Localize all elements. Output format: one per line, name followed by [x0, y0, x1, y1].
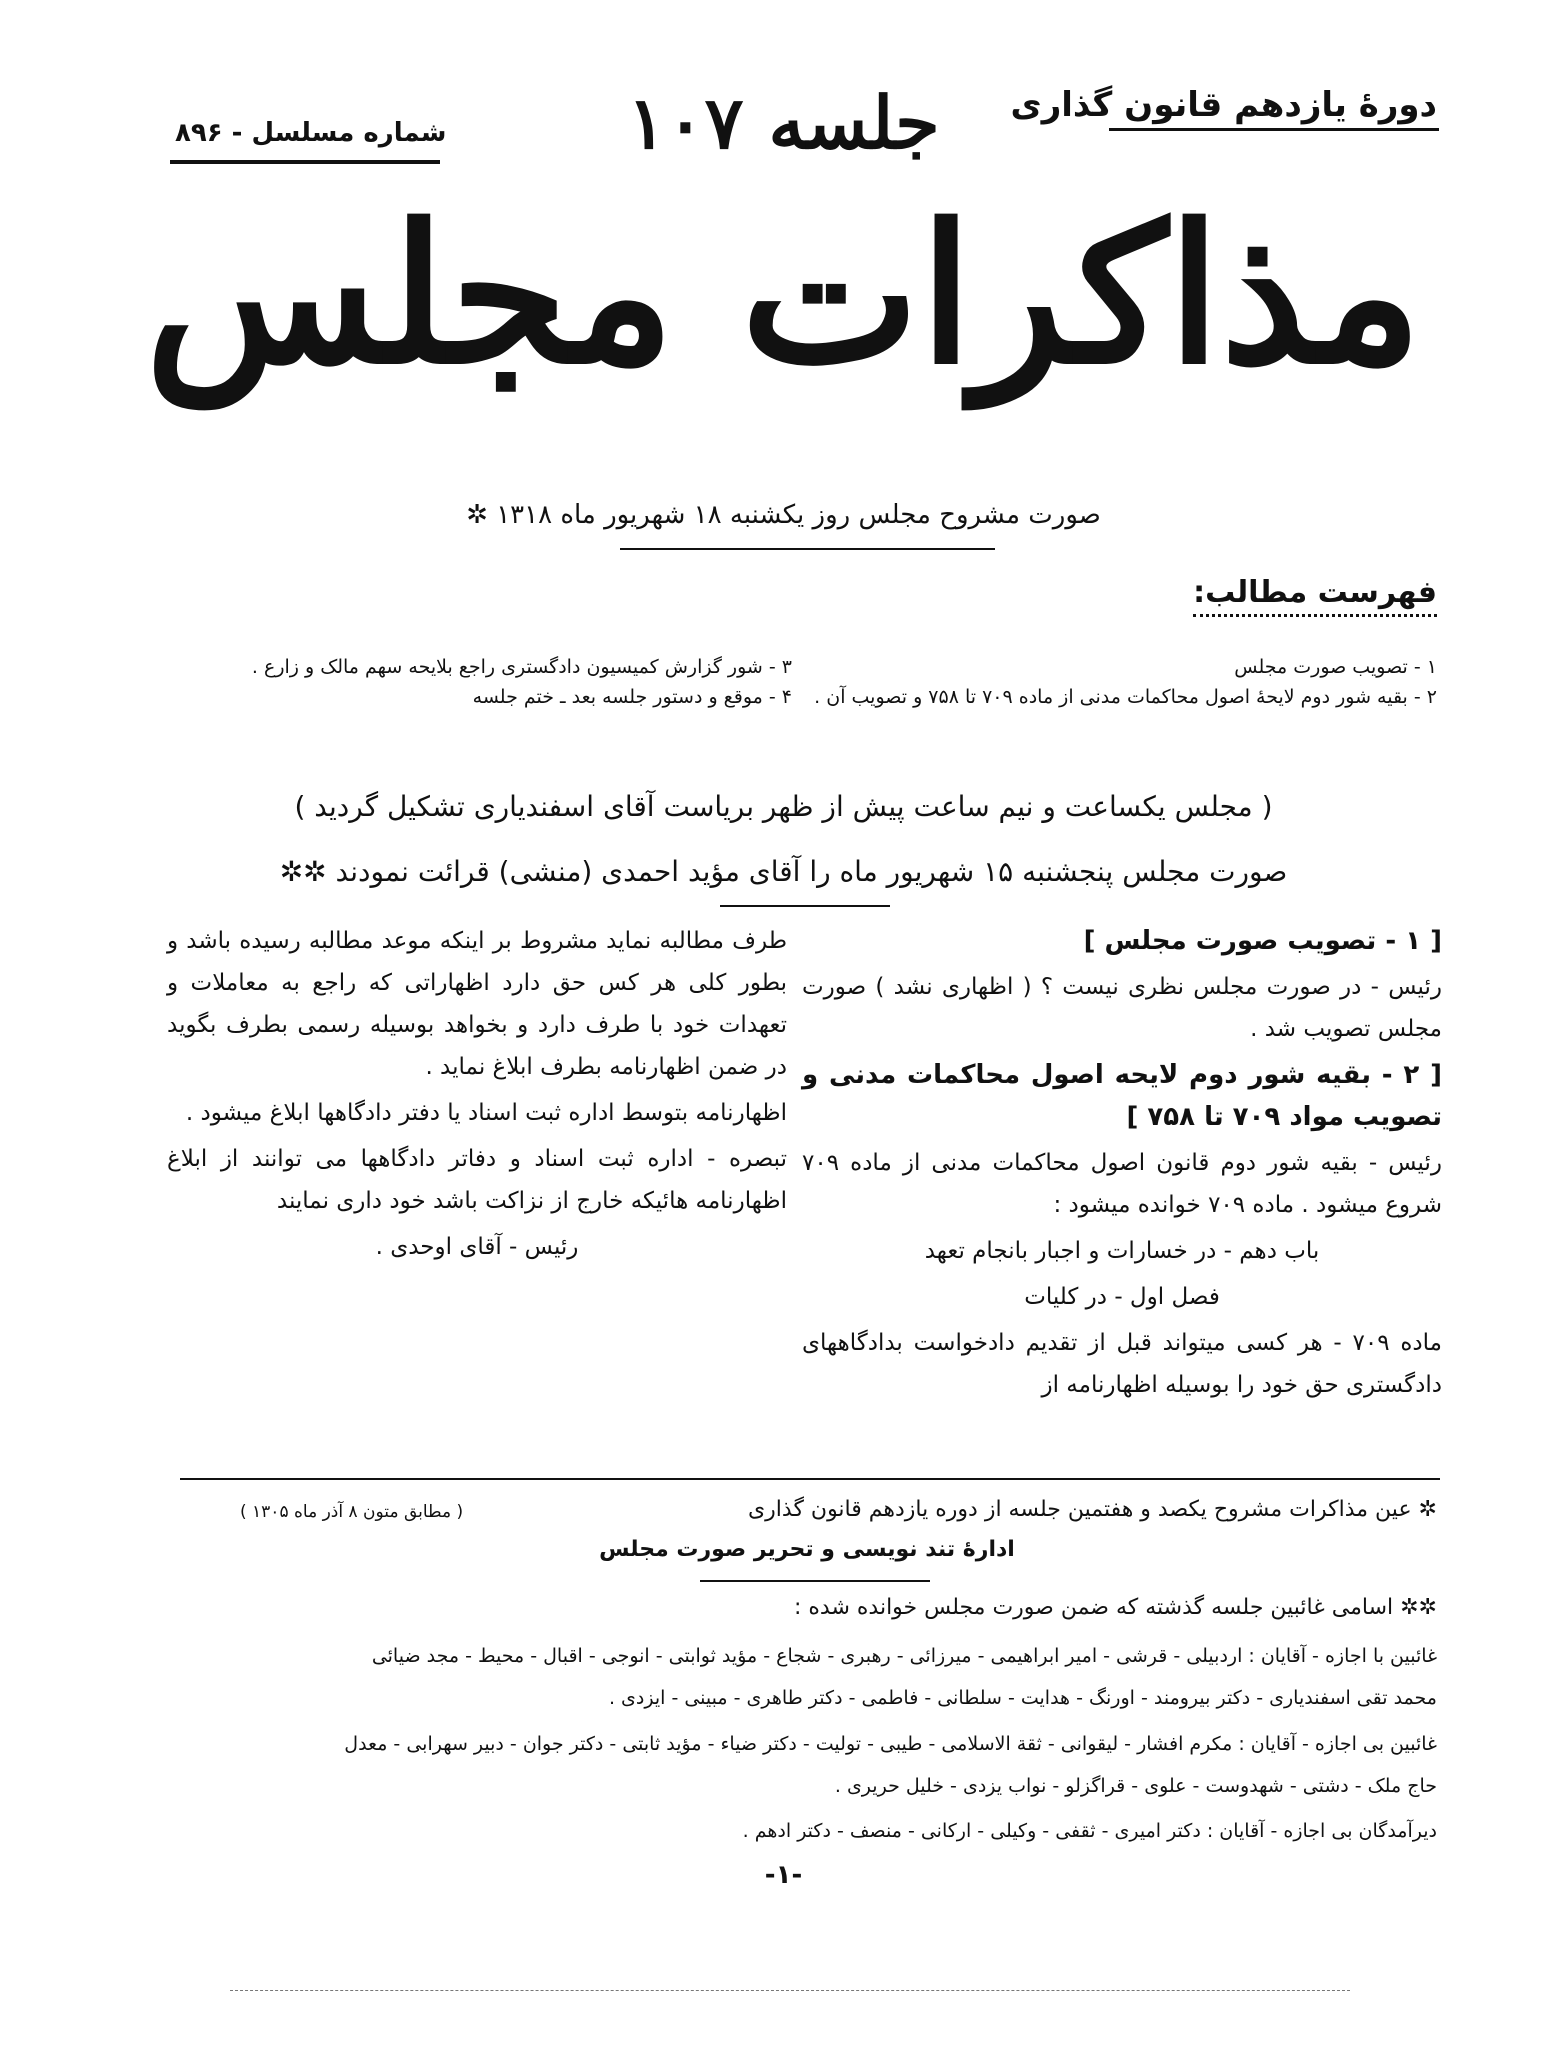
- section-heading: [ ۱ - تصویب صورت مجلس ]: [1083, 926, 1442, 956]
- toc-title: فهرست مطالب:: [1193, 575, 1437, 617]
- chapter-title: باب دهم - در خسارات و اجبار بانجام تعهد: [924, 1238, 1320, 1264]
- footnote-rule: [700, 1580, 930, 1582]
- paragraph: اظهارنامه بتوسط اداره ثبت اسناد یا دفتر دادگاهها ابلاغ میشود .: [185, 1100, 787, 1126]
- session-opening-notice: ( مجلس یکساعت و نیم ساعت پیش از ظهر بریاست آقای اسفندیاری تشکیل گردید ): [294, 790, 1273, 823]
- section-heading: [ ۲ - بقیه شور دوم لایحه اصول محاکمات مدنی و تصویب مواد ۷۰۹ تا ۷۵۸ ]: [802, 1060, 1443, 1132]
- subtitle-underline: [620, 548, 995, 550]
- right-text-column: [802, 920, 1442, 1410]
- paragraph: رئیس - در صورت مجلس نظری نیست ؟ ( اظهاری نشد ) صورت مجلس تصویب شد .: [802, 974, 1442, 1042]
- toc-item: ۴ - موقع و دستور جلسه بعد ـ ختم جلسه: [472, 686, 792, 708]
- footnote-office: ادارهٔ تند نویسی و تحریر صورت مجلس: [599, 1537, 1015, 1562]
- absentees-line: غائبین بی اجازه - آقایان : مکرم افشار - لیقوانی - ثقة الاسلامی - طیبی - تولیت - دکتر ضیاء - مؤید ثابتی - دکتر جوان - دبیر سهرابی - معدل: [344, 1733, 1437, 1755]
- footnote-divider: [180, 1478, 1440, 1480]
- toc-item: ۳ - شور گزارش کمیسیون دادگستری راجع بلایحه سهم مالک و زارع .: [251, 656, 792, 678]
- toc-item: ۱ - تصویب صورت مجلس: [1234, 656, 1437, 678]
- toc-left-column: [212, 652, 792, 712]
- page-number: -۱-: [764, 1860, 803, 1890]
- paragraph: تبصره - اداره ثبت اسناد و دفاتر دادگاهها می توانند از ابلاغ اظهارنامه هائیکه خارج از نزاکت باشد خود داری نمایند: [167, 1146, 787, 1214]
- bottom-edge-line: [230, 1990, 1350, 1992]
- absentees-line: دیرآمدگان بی اجازه - آقایان : دکتر امیری - ثقفی - وکیلی - ارکانی - منصف - دکتر ادهم .: [742, 1820, 1437, 1842]
- absentees-title: ✲✲ اسامی غائبین جلسه گذشته که ضمن صورت مجلس خوانده شده :: [793, 1595, 1437, 1620]
- session-number: جلسه ۱۰۷: [627, 80, 940, 165]
- absentees-line: حاج ملک - دشتی - شهدوست - علوی - قراگزلو - نواب یزدی - خلیل حریری .: [834, 1775, 1437, 1797]
- paragraph: طرف مطالبه نماید مشروط بر اینکه موعد مطالبه رسیده باشد و بطور کلی هر کس حق دارد اظهاراتی که راجع به معاملات و تعهدات خود با طرف دارد و بخواهد بوسیله رسمی بطرف بگوید در ضمن اظهارنامه بطرف ابلاغ نماید .: [167, 928, 787, 1080]
- absentees-line: محمد تقی اسفندیاری - دکتر بیرومند - اورنگ - هدایت - سلطانی - فاطمی - دکتر طاهری - مبینی - ایزدی .: [608, 1687, 1437, 1709]
- paragraph: رئیس - بقیه شور دوم قانون اصول محاکمات مدنی از ماده ۷۰۹ شروع میشود . ماده ۷۰۹ خوانده میشود :: [802, 1150, 1442, 1218]
- toc-right-column: [767, 652, 1437, 712]
- paragraph: ماده ۷۰۹ - هر کسی میتواند قبل از تقدیم دادخواست بدادگاههای دادگستری حق خود را بوسیله اظهارنامه از: [802, 1330, 1442, 1398]
- footnote-date: ( مطابق متون ۸ آذر ماه ۱۳۰۵ ): [240, 1502, 464, 1522]
- left-text-column: [167, 920, 787, 1272]
- speaker-line: رئیس - آقای اوحدی .: [375, 1234, 579, 1260]
- masthead-title: مذاکرات مجلس: [145, 183, 1422, 406]
- toc-item: ۲ - بقیه شور دوم لایحهٔ اصول محاکمات مدنی از ماده ۷۰۹ تا ۷۵۸ و تصویب آن .: [814, 686, 1437, 708]
- session-subtitle: صورت مشروح مجلس روز یکشنبه ۱۸ شهریور ماه ۱۳۱۸ ✲: [466, 500, 1101, 530]
- legislative-period: دورهٔ یازدهم قانون گذاری: [1010, 85, 1437, 125]
- absentees-line: غائبین با اجازه - آقایان : اردبیلی - قرشی - امیر ابراهیمی - میرزائی - رهبری - شجاع - مؤید ثوابتی - انوجی - اقبال - محیط - مجد ضیائی: [371, 1645, 1437, 1667]
- notice-divider: [720, 905, 890, 907]
- minutes-reading-notice: صورت مجلس پنجشنبه ۱۵ شهریور ماه را آقای مؤید احمدی (منشی) قرائت نمودند ✲✲: [279, 855, 1288, 888]
- serial-number: شماره مسلسل - ۸۹۶: [175, 118, 447, 148]
- section-title: فصل اول - در کلیات: [1024, 1284, 1220, 1310]
- footnote-source: ✲ عین مذاکرات مشروح یکصد و هفتمین جلسه از دوره یازدهم قانون گذاری: [747, 1497, 1437, 1522]
- serial-underline: [170, 160, 440, 164]
